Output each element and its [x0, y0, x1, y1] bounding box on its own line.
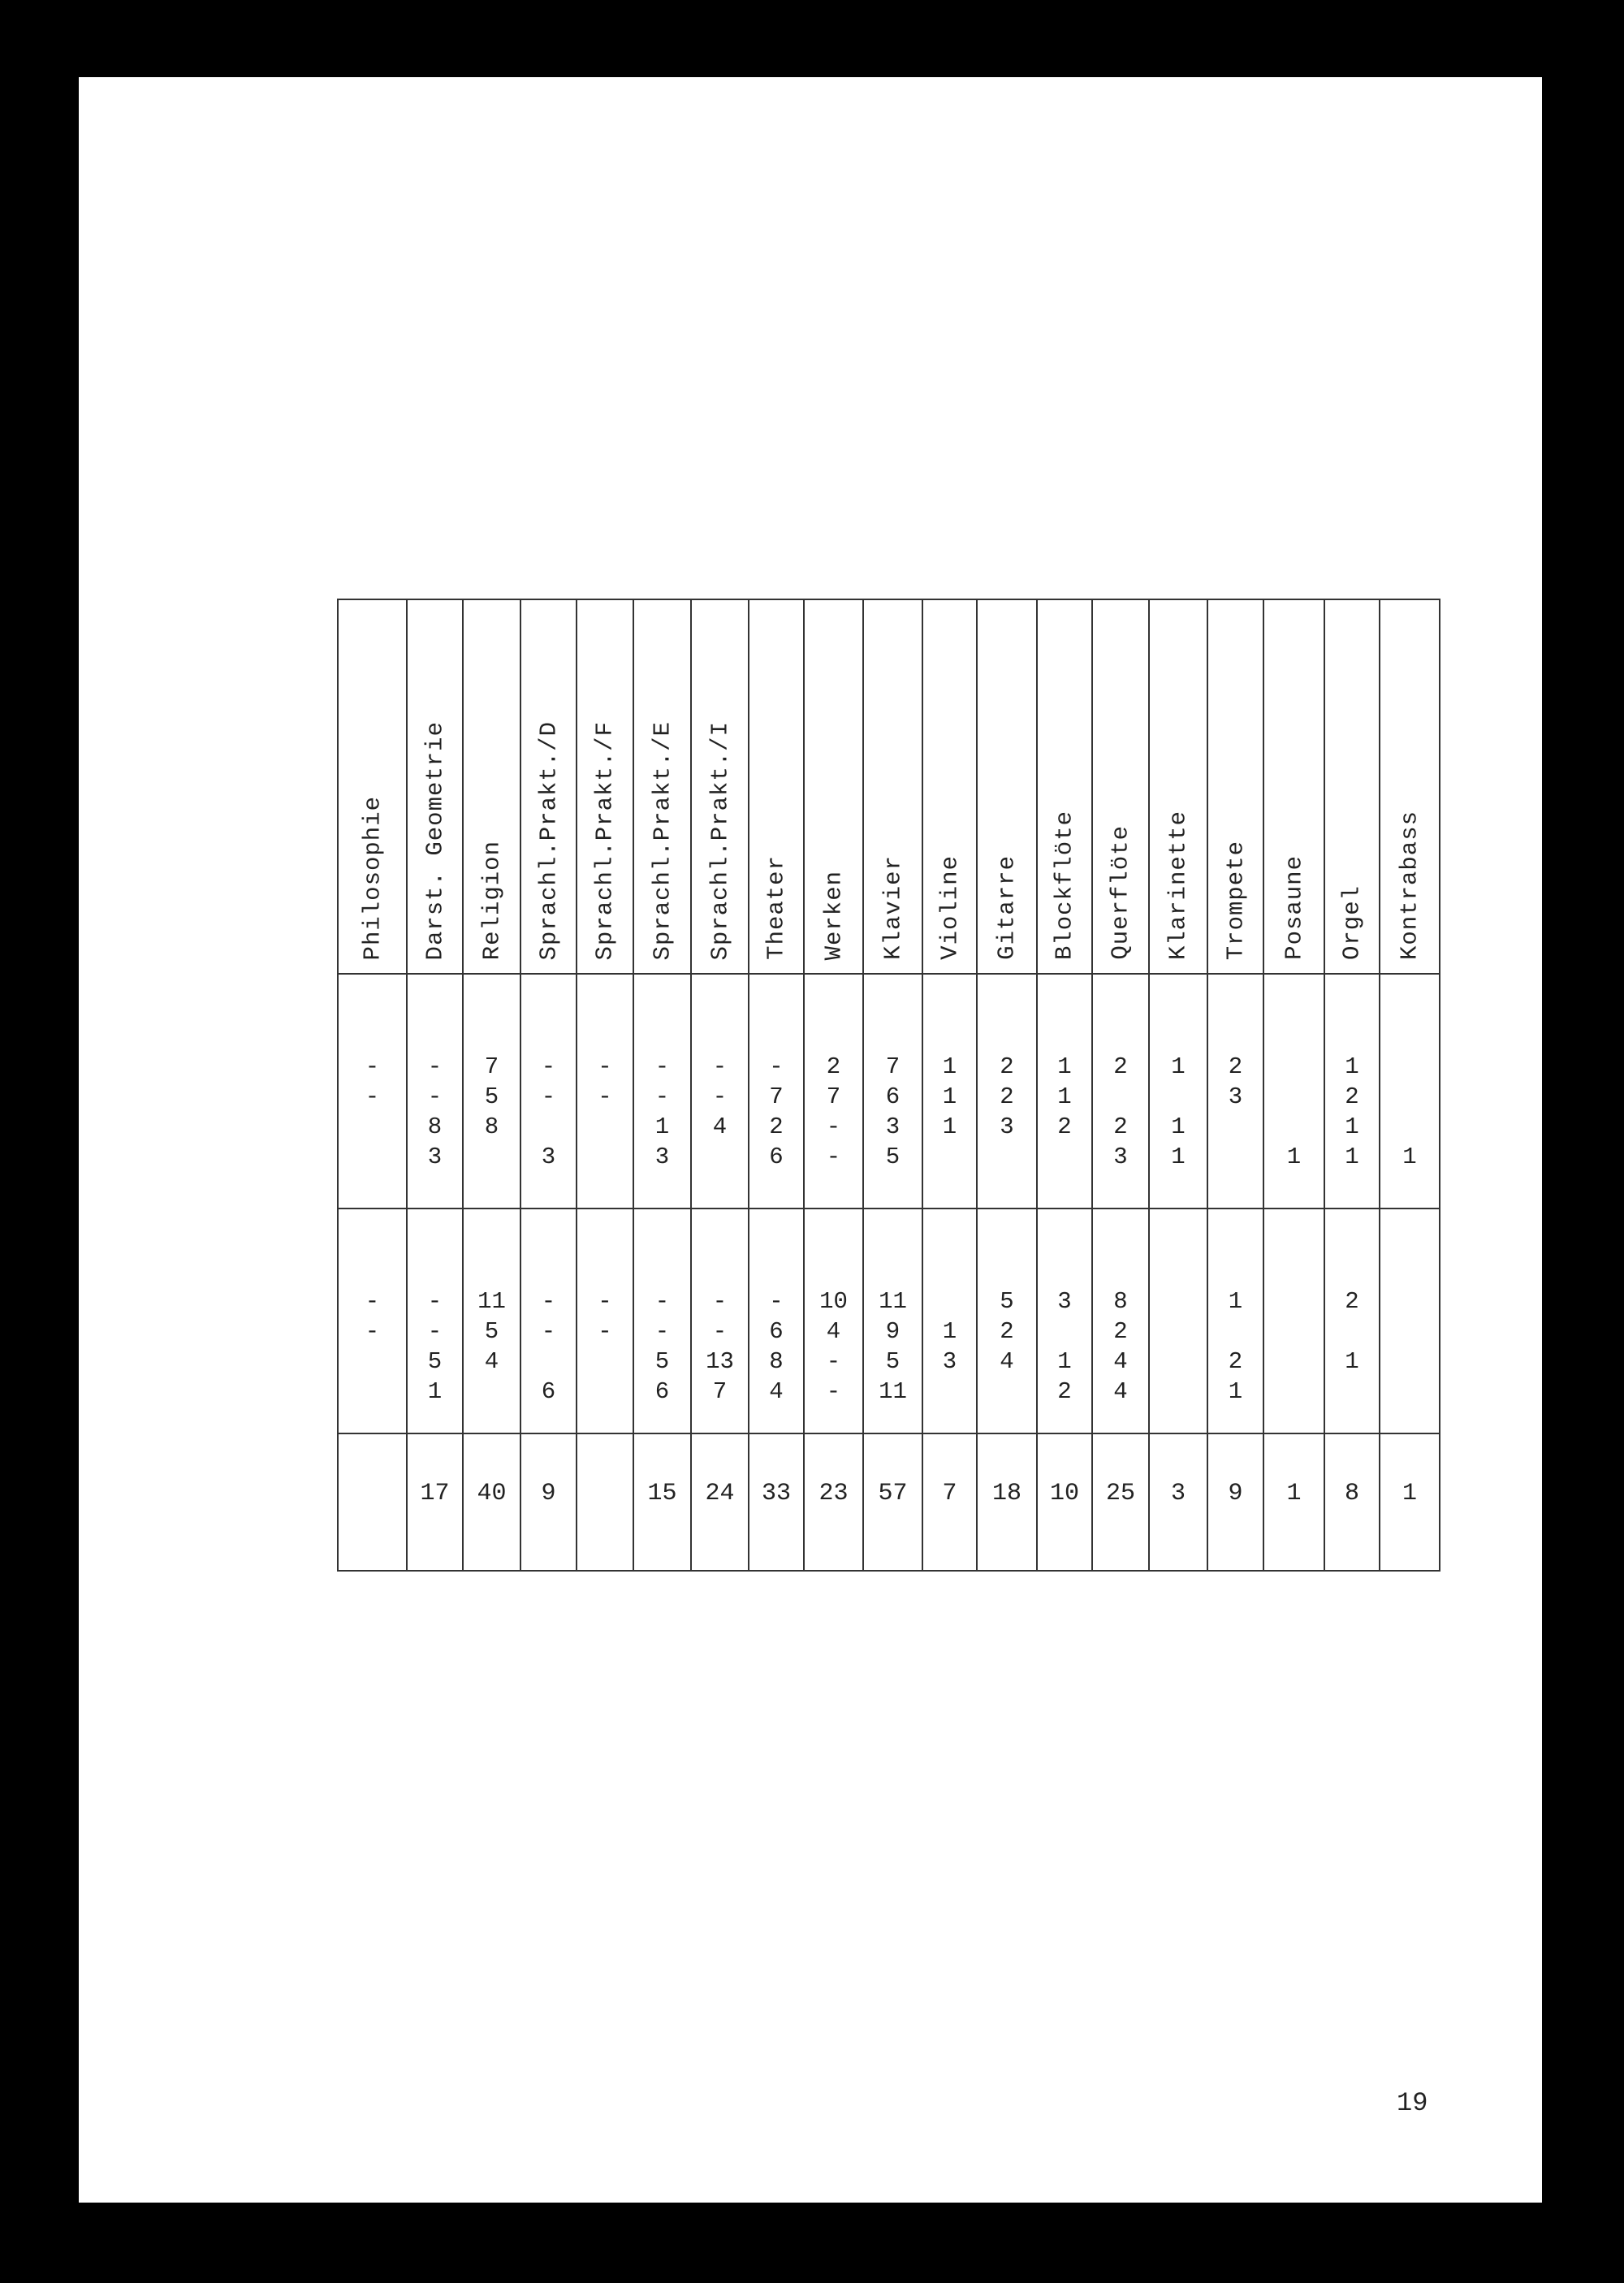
- first-values-cell: [863, 974, 922, 1209]
- value-entry: 1: [1171, 1113, 1186, 1140]
- second-values-stack: [879, 1286, 907, 1407]
- subject-header-cell: [1207, 599, 1263, 974]
- value-entry: 1: [1345, 1113, 1359, 1140]
- first-values-cell: [520, 974, 577, 1209]
- total-value: 57: [878, 1480, 908, 1507]
- value-entry: 4: [1000, 1348, 1014, 1375]
- value-entry: 1: [1057, 1083, 1072, 1110]
- value-entry: 1: [427, 1378, 443, 1405]
- first-values-stack: [769, 1052, 783, 1172]
- value-entry: 6: [769, 1144, 784, 1170]
- subject-name: Philosophie: [359, 795, 386, 960]
- second-values-cell: [691, 1209, 749, 1433]
- first-values-cell: [922, 974, 977, 1209]
- second-values-cell: [1037, 1209, 1092, 1433]
- value-entry: 3: [654, 1144, 670, 1170]
- value-entry: -: [427, 1053, 443, 1080]
- subject-header-cell: [749, 599, 804, 974]
- second-values-stack: [706, 1286, 734, 1407]
- first-values-stack: [1113, 1052, 1127, 1172]
- first-values-cell: [1263, 974, 1324, 1209]
- value-entry: 7: [826, 1083, 841, 1110]
- first-values-stack: [542, 1052, 555, 1172]
- value-entry: 7: [712, 1378, 728, 1405]
- value-entry: 8: [427, 1113, 443, 1140]
- subject-header-cell: [338, 599, 407, 974]
- value-entry: 5: [427, 1348, 443, 1375]
- value-entry: -: [654, 1288, 670, 1315]
- first-values-cell: [1149, 974, 1207, 1209]
- first-values-stack: [1402, 1052, 1416, 1172]
- first-values-cell: [577, 974, 633, 1209]
- value-entry: -: [598, 1083, 612, 1110]
- second-values-stack: [1057, 1286, 1071, 1407]
- value-entry: 1: [942, 1318, 957, 1345]
- subject-name: Werken: [820, 870, 847, 960]
- total-value: 33: [761, 1480, 791, 1507]
- subject-name: Theater: [762, 855, 790, 960]
- second-values-stack: [1229, 1286, 1242, 1407]
- total-value: 17: [420, 1480, 450, 1507]
- second-values-cell: [407, 1209, 463, 1433]
- subject-header-cell: [1037, 599, 1092, 974]
- value-entry: 1: [1171, 1144, 1186, 1170]
- total-value: 24: [705, 1480, 735, 1507]
- second-values-stack: [655, 1286, 669, 1407]
- total-cell: [863, 1433, 922, 1571]
- total-cell: [633, 1433, 691, 1571]
- first-values-stack: [485, 1052, 499, 1172]
- total-cell: [1207, 1433, 1263, 1571]
- value-entry: 7: [484, 1053, 499, 1080]
- value-entry: 3: [427, 1144, 443, 1170]
- value-entry: 1: [942, 1113, 957, 1140]
- value-entry: 4: [826, 1318, 841, 1345]
- first-values-cell: [1037, 974, 1092, 1209]
- total-cell: [463, 1433, 520, 1571]
- value-entry: 9: [885, 1318, 901, 1345]
- value-entry: -: [826, 1144, 841, 1170]
- document-page: [79, 77, 1542, 2203]
- second-values-stack: [365, 1286, 379, 1407]
- value-entry: 2: [1113, 1318, 1128, 1345]
- second-values-stack: [1113, 1286, 1127, 1407]
- value-entry: 3: [541, 1144, 556, 1170]
- value-entry: -: [598, 1053, 612, 1080]
- value-entry: -: [427, 1318, 443, 1345]
- first-values-stack: [1229, 1052, 1242, 1172]
- value-entry: 4: [769, 1378, 784, 1405]
- total-cell: [1149, 1433, 1207, 1571]
- first-values-cell: [338, 974, 407, 1209]
- first-values-stack: [655, 1052, 669, 1172]
- second-values-cell: [338, 1209, 407, 1433]
- second-values-stack: [1000, 1286, 1013, 1407]
- value-entry: -: [654, 1053, 670, 1080]
- total-value: 9: [1228, 1480, 1243, 1507]
- subject-name: Kontrabass: [1396, 810, 1423, 960]
- second-values-cell: [922, 1209, 977, 1433]
- subject-name: Darst. Geometrie: [421, 720, 448, 960]
- second-values-cell: [1380, 1209, 1440, 1433]
- value-entry: 2: [1228, 1348, 1243, 1375]
- second-values-stack: [428, 1286, 442, 1407]
- value-entry: 6: [654, 1378, 670, 1405]
- subject-name: Blockflöte: [1051, 810, 1078, 960]
- second-values-cell: [1324, 1209, 1380, 1433]
- value-entry: 5: [654, 1348, 670, 1375]
- total-cell: [749, 1433, 804, 1571]
- total-value: 7: [942, 1480, 957, 1507]
- value-entry: 7: [885, 1053, 901, 1080]
- second-values-cell: [577, 1209, 633, 1433]
- value-entry: -: [541, 1318, 556, 1345]
- value-entry: 2: [826, 1053, 841, 1080]
- value-entry: 1: [1286, 1144, 1302, 1170]
- second-values-cell: [1149, 1209, 1207, 1433]
- value-entry: 3: [885, 1113, 901, 1140]
- first-values-cell: [691, 974, 749, 1209]
- value-entry: 2: [769, 1113, 784, 1140]
- total-cell: [520, 1433, 577, 1571]
- value-entry: -: [427, 1288, 443, 1315]
- subject-header-cell: [977, 599, 1037, 974]
- first-values-stack: [943, 1052, 957, 1172]
- value-entry: 11: [879, 1288, 907, 1315]
- subject-header-cell: [1092, 599, 1149, 974]
- subject-header-cell: [1324, 599, 1380, 974]
- subject-name: Klarinette: [1164, 810, 1192, 960]
- subject-name: Orgel: [1338, 884, 1366, 960]
- subject-header-cell: [804, 599, 863, 974]
- total-cell: [1092, 1433, 1149, 1571]
- value-entry: 1: [1228, 1378, 1243, 1405]
- first-values-stack: [1171, 1052, 1185, 1172]
- subject-name: Gitarre: [993, 855, 1021, 960]
- first-values-stack: [713, 1052, 727, 1172]
- value-entry: -: [541, 1053, 556, 1080]
- value-entry: 2: [1113, 1053, 1128, 1080]
- subject-header-cell: [407, 599, 463, 974]
- value-entry: 1: [1228, 1288, 1243, 1315]
- first-values-stack: [1000, 1052, 1013, 1172]
- value-entry: -: [427, 1083, 443, 1110]
- value-entry: -: [541, 1288, 556, 1315]
- value-entry: -: [712, 1083, 728, 1110]
- first-values-stack: [1057, 1052, 1071, 1172]
- second-values-cell: [633, 1209, 691, 1433]
- second-values-stack: [769, 1286, 783, 1407]
- second-values-cell: [1263, 1209, 1324, 1433]
- value-entry: 2: [1345, 1288, 1359, 1315]
- first-values-cell: [1092, 974, 1149, 1209]
- total-value: 25: [1105, 1480, 1135, 1507]
- first-values-cell: [633, 974, 691, 1209]
- subject-header-cell: [1380, 599, 1440, 974]
- value-entry: 4: [712, 1113, 728, 1140]
- value-entry: 3: [1000, 1113, 1014, 1140]
- value-entry: -: [365, 1318, 380, 1345]
- subject-name: Religion: [478, 840, 505, 960]
- subject-header-cell: [463, 599, 520, 974]
- second-values-cell: [520, 1209, 577, 1433]
- second-values-cell: [977, 1209, 1037, 1433]
- subject-header-cell: [1263, 599, 1324, 974]
- total-cell: [1263, 1433, 1324, 1571]
- total-value: 9: [541, 1480, 556, 1507]
- subject-name-row: [338, 599, 1440, 974]
- value-entry: 1: [1345, 1053, 1359, 1080]
- value-entry: -: [365, 1083, 380, 1110]
- value-entry: 2: [1113, 1113, 1128, 1140]
- second-values-row: [338, 1209, 1440, 1433]
- value-entry: 6: [769, 1318, 784, 1345]
- value-entry: 4: [484, 1348, 499, 1375]
- subject-name: Trompete: [1222, 840, 1249, 960]
- total-value: 23: [818, 1480, 849, 1507]
- total-value: 40: [477, 1480, 507, 1507]
- value-entry: 3: [1228, 1083, 1243, 1110]
- total-cell: [922, 1433, 977, 1571]
- subject-header-cell: [520, 599, 577, 974]
- value-entry: 7: [769, 1083, 784, 1110]
- total-cell: [691, 1433, 749, 1571]
- first-values-stack: [1287, 1052, 1301, 1172]
- value-entry: -: [365, 1288, 380, 1315]
- value-entry: 5: [484, 1318, 499, 1345]
- value-entry: 1: [942, 1053, 957, 1080]
- value-entry: 11: [477, 1288, 506, 1315]
- subject-header-cell: [1149, 599, 1207, 974]
- total-value: 18: [991, 1480, 1021, 1507]
- value-entry: -: [712, 1053, 728, 1080]
- value-entry: -: [365, 1053, 380, 1080]
- second-values-stack: [542, 1286, 555, 1407]
- value-entry: 2: [1000, 1053, 1014, 1080]
- subjects-table: [337, 599, 1440, 1572]
- first-values-stack: [1345, 1052, 1358, 1172]
- first-values-cell: [749, 974, 804, 1209]
- value-entry: 3: [942, 1348, 957, 1375]
- value-entry: 6: [885, 1083, 901, 1110]
- subject-name: Querflöte: [1107, 825, 1134, 960]
- first-values-cell: [463, 974, 520, 1209]
- second-values-cell: [804, 1209, 863, 1433]
- first-values-row: [338, 974, 1440, 1209]
- value-entry: 1: [654, 1113, 670, 1140]
- first-values-stack: [827, 1052, 840, 1172]
- value-entry: 8: [769, 1348, 784, 1375]
- second-values-stack: [477, 1286, 506, 1407]
- subject-header-cell: [863, 599, 922, 974]
- first-values-stack: [598, 1052, 611, 1172]
- subject-name: Sprachl.Prakt./I: [706, 720, 733, 960]
- value-entry: 2: [1345, 1083, 1359, 1110]
- first-values-cell: [804, 974, 863, 1209]
- subject-header-cell: [922, 599, 977, 974]
- total-cell: [338, 1433, 407, 1571]
- value-entry: 4: [1113, 1348, 1128, 1375]
- value-entry: -: [712, 1288, 728, 1315]
- value-entry: 4: [1113, 1378, 1128, 1405]
- value-entry: 5: [885, 1348, 901, 1375]
- value-entry: 13: [706, 1348, 734, 1375]
- value-entry: 5: [885, 1144, 901, 1170]
- first-values-cell: [1207, 974, 1263, 1209]
- subject-header-cell: [633, 599, 691, 974]
- total-cell: [407, 1433, 463, 1571]
- total-cell: [1037, 1433, 1092, 1571]
- value-entry: 1: [1402, 1144, 1417, 1170]
- value-entry: -: [769, 1288, 784, 1315]
- value-entry: 8: [1113, 1288, 1128, 1315]
- value-entry: -: [654, 1318, 670, 1345]
- value-entry: 3: [1057, 1288, 1072, 1315]
- second-values-stack: [1345, 1286, 1358, 1407]
- total-value: 8: [1344, 1480, 1359, 1507]
- value-entry: 6: [541, 1378, 556, 1405]
- subject-header-cell: [691, 599, 749, 974]
- first-values-cell: [1380, 974, 1440, 1209]
- value-entry: 2: [1000, 1083, 1014, 1110]
- totals-row: [338, 1433, 1440, 1571]
- value-entry: 1: [1171, 1053, 1186, 1080]
- second-values-cell: [1207, 1209, 1263, 1433]
- total-cell: [1380, 1433, 1440, 1571]
- total-value: 3: [1170, 1480, 1186, 1507]
- value-entry: -: [598, 1288, 612, 1315]
- second-values-stack: [943, 1286, 957, 1407]
- value-entry: 8: [484, 1113, 499, 1140]
- value-entry: 3: [1113, 1144, 1128, 1170]
- total-cell: [804, 1433, 863, 1571]
- value-entry: 5: [1000, 1288, 1014, 1315]
- value-entry: 1: [1345, 1144, 1359, 1170]
- second-values-stack: [598, 1286, 611, 1407]
- second-values-cell: [749, 1209, 804, 1433]
- total-cell: [977, 1433, 1037, 1571]
- value-entry: 1: [942, 1083, 957, 1110]
- subject-name: Sprachl.Prakt./E: [649, 720, 676, 960]
- value-entry: -: [654, 1083, 670, 1110]
- second-values-stack: [819, 1286, 848, 1407]
- second-values-cell: [1092, 1209, 1149, 1433]
- total-value: 1: [1286, 1480, 1302, 1507]
- first-values-cell: [977, 974, 1037, 1209]
- total-value: 15: [647, 1480, 677, 1507]
- total-value: 1: [1402, 1480, 1417, 1507]
- first-values-stack: [428, 1052, 442, 1172]
- value-entry: 11: [879, 1378, 907, 1405]
- value-entry: 2: [1228, 1053, 1243, 1080]
- value-entry: -: [598, 1318, 612, 1345]
- first-values-cell: [1324, 974, 1380, 1209]
- value-entry: 2: [1057, 1378, 1072, 1405]
- subject-name: Sprachl.Prakt./F: [591, 720, 619, 960]
- value-entry: -: [712, 1318, 728, 1345]
- value-entry: -: [826, 1378, 841, 1405]
- value-entry: 1: [1345, 1348, 1359, 1375]
- subject-name: Sprachl.Prakt./D: [535, 720, 562, 960]
- value-entry: 2: [1000, 1318, 1014, 1345]
- value-entry: 2: [1057, 1113, 1072, 1140]
- first-values-cell: [407, 974, 463, 1209]
- subject-name: Violine: [936, 855, 963, 960]
- total-cell: [1324, 1433, 1380, 1571]
- value-entry: 1: [1057, 1348, 1072, 1375]
- total-value: 10: [1049, 1480, 1079, 1507]
- total-cell: [577, 1433, 633, 1571]
- first-values-stack: [365, 1052, 379, 1172]
- value-entry: -: [826, 1348, 841, 1375]
- value-entry: 10: [819, 1288, 848, 1315]
- value-entry: 5: [484, 1083, 499, 1110]
- value-entry: 1: [1057, 1053, 1072, 1080]
- second-values-cell: [863, 1209, 922, 1433]
- first-values-stack: [886, 1052, 900, 1172]
- second-values-cell: [463, 1209, 520, 1433]
- value-entry: -: [826, 1113, 841, 1140]
- page-number: 19: [1397, 2088, 1428, 2118]
- value-entry: -: [541, 1083, 556, 1110]
- subject-name: Posaune: [1281, 855, 1307, 960]
- subject-header-cell: [577, 599, 633, 974]
- value-entry: -: [769, 1053, 784, 1080]
- subject-name: Klavier: [879, 855, 906, 960]
